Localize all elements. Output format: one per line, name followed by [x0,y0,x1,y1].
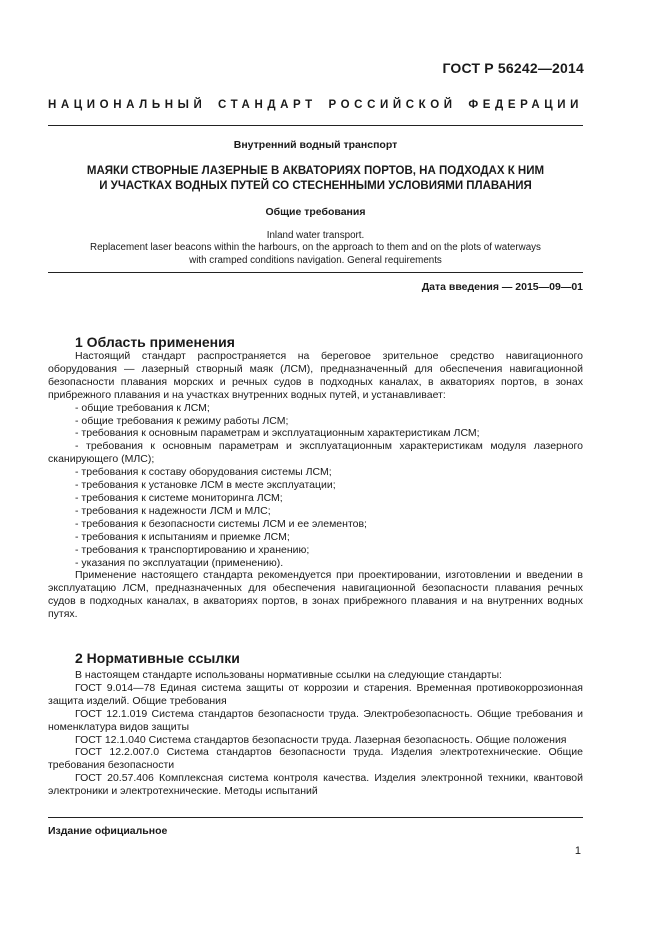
document-code: ГОСТ Р 56242—2014 [442,60,584,76]
list-item: - требования к составу оборудования системы ЛСМ; [75,466,332,479]
english-title-line: with cramped conditions navigation. General requirements [189,254,442,266]
english-title-line: Replacement laser beacons within the harbours, on the approach to them and on the plots of waterways [90,242,541,254]
normative-reference: ГОСТ 12.1.040 Система стандартов безопасности труда. Лазерная безопасность. Общие положения [75,733,567,746]
normative-reference: ГОСТ 12.1.019 Система стандартов безопасности труда. Электробезопасность. Общие требования и номенклатура видов защиты [48,707,583,733]
section-1-intro: Настоящий стандарт распространяется на береговое зрительное средство навигационного оборудования — лазерный створный маяк (ЛСМ), предназначенный для обеспечения навигационной безопасности плавания морских и речных судов в подходных каналах, в акваториях портов, в зонах прибрежного плавания и на участках внутренних водных путей, и устанавливает: [48,350,583,401]
section-2-intro: В настоящем стандарте использованы нормативные ссылки на следующие стандарты: [75,669,502,681]
list-item: - требования к установке ЛСМ в месте эксплуатации; [75,479,336,492]
section-1-body [48,350,583,621]
english-title [48,230,583,267]
official-edition-label: Издание официальное [48,825,168,837]
section-2-body [48,669,583,798]
list-item: - указания по эксплуатации (применению). [75,556,284,569]
page-number: 1 [574,845,581,857]
list-item: - требования к основным параметрам и эксплуатационным характеристикам ЛСМ; [75,427,480,440]
main-title [48,164,583,194]
section-1-heading: 1 Область применения [75,334,235,350]
list-item: - требования к надежности ЛСМ и МЛС; [75,504,271,517]
list-item: - общие требования к ЛСМ; [75,401,210,414]
list-item: - требования к основным параметрам и эксплуатационным характеристикам модуля лазерного сканирующего (МЛС); [48,440,583,466]
category-title: Внутренний водный транспорт [233,139,398,151]
list-item: - требования к транспортированию и хранению; [75,543,310,556]
main-title-line: МАЯКИ СТВОРНЫЕ ЛАЗЕРНЫЕ В АКВАТОРИЯХ ПОРТОВ, НА ПОДХОДАХ К НИМ [86,165,545,177]
section-1-closing: Применение настоящего стандарта рекомендуется при проектировании, изготовлении и введении в эксплуатацию ЛСМ, предназначенных для обеспечения навигационной безопасности плавания речных судов в подходных каналах, в акваториях портов, в зонах прибрежного плавания и на внутренних водных путях. [48,569,583,621]
title-bottom-rule [48,272,583,273]
general-requirements-title: Общие требования [265,206,366,218]
normative-reference: ГОСТ 20.57.406 Комплексная система контроля качества. Изделия электронной техники, квантовой электроники и электротехнические. Методы испытаний [48,772,583,798]
list-item: - требования к испытаниям и приемке ЛСМ; [75,530,290,543]
list-item: - требования к безопасности системы ЛСМ и ее элементов; [75,517,367,530]
introduction-date: Дата введения — 2015—09—01 [421,281,583,293]
footer-rule [48,817,583,818]
main-title-line: И УЧАСТКАХ ВОДНЫХ ПУТЕЙ СО СТЕСНЕННЫМИ УСЛОВИЯМИ ПЛАВАНИЯ [99,180,532,192]
list-item: - общие требования к режиму работы ЛСМ; [75,414,289,427]
normative-reference: ГОСТ 12.2.007.0 Система стандартов безопасности труда. Изделия электротехнические. Общие требования безопасности [48,746,583,772]
list-item: - требования к системе мониторинга ЛСМ; [75,491,283,504]
title-top-rule [48,125,583,126]
english-title-line: Inland water transport. [266,230,365,241]
normative-reference: ГОСТ 9.014—78 Единая система защиты от коррозии и старения. Временная противокоррозионная защита изделий. Общие требования [48,681,583,707]
section-2-heading: 2 Нормативные ссылки [75,650,240,666]
standard-title: НАЦИОНАЛЬНЫЙ СТАНДАРТ РОССИЙСКОЙ ФЕДЕРАЦИИ [48,99,583,111]
